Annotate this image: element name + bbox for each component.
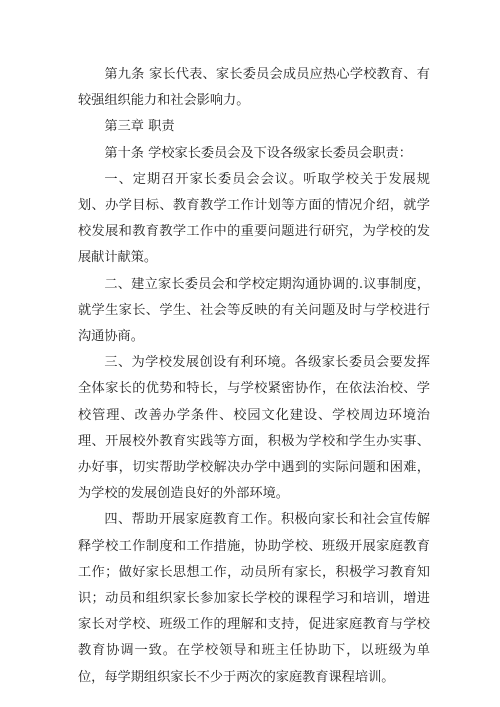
duty-3-paragraph: 三、为学校发展创设有利环境。各级家长委员会要发挥全体家长的优势和特长，与学校紧密协作，在依法治校、学校管理、改善办学条件、校园文化建设、学校周边环境治理、开展校外教育实践等方面，积极为学校和学生办实事、办好事，切实帮助学校解决办学中遇到的实际问题和困难，为学校的发展创造良好的外部环境。 [78,355,430,502]
document-body [78,62,430,691]
duty-2-paragraph: 二、建立家长委员会和学校定期沟通协调的.议事制度，就学生家长、学生、社会等反映的有关问题及时与学校进行沟通协商。 [78,276,430,345]
duty-1-paragraph: 一、定期召开家长委员会会议。听取学校关于发展规划、办学目标、教育教学工作计划等方面的情况介绍，就学校发展和教育教学工作中的重要问题进行研究，为学校的发展献计献策。 [78,171,430,266]
article-10-paragraph: 第十条 学校家长委员会及下设各级家长委员会职责： [104,145,412,161]
duty-4-paragraph: 四、帮助开展家庭教育工作。积极向家长和社会宣传解释学校工作制度和工作措施，协助学校、班级开展家庭教育工作；做好家长思想工作，动员所有家长，积极学习教育知识；动员和组织家长参加家长学校的课程学习和培训，增进家长对学校、班级工作的理解和支持，促进家庭教育与学校教育协调一致。在学校领导和班主任协助下，以班级为单位，每学期组织家长不少于两次的家庭教育课程培训。 [78,512,430,685]
article-9-paragraph: 第九条 家长代表、家长委员会成员应热心学校教育、有较强组织能力和社会影响力。 [78,67,430,109]
chapter-3-heading: 第三章 职责 [104,119,175,135]
